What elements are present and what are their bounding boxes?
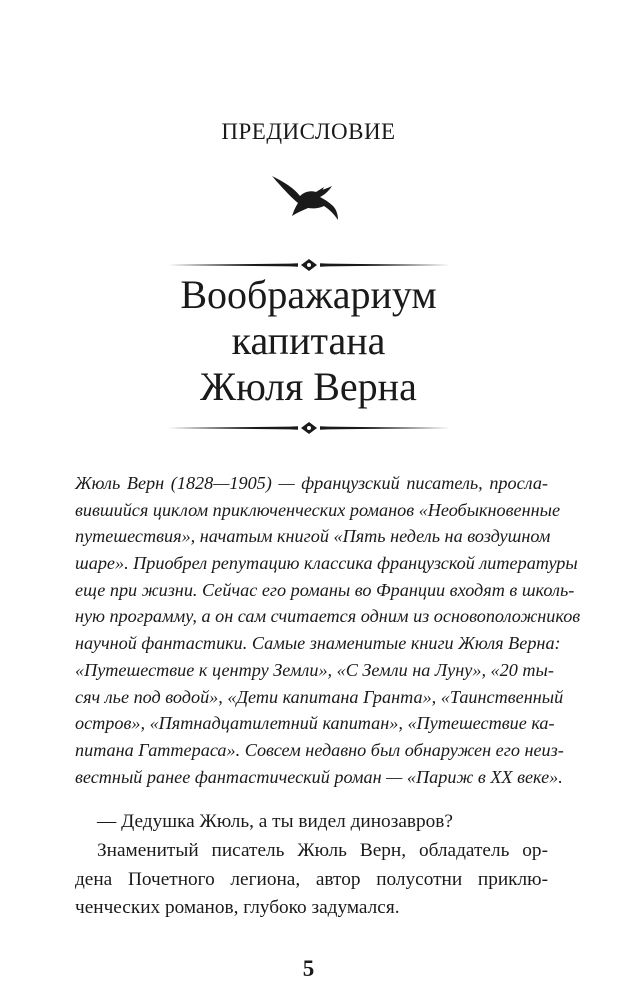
intro-line: ную программу, а он сам считается одним из основоположников (75, 606, 581, 627)
intro-line: Жюль Верн (1828—1905) — французский писатель, просла- (75, 473, 548, 493)
intro-line: остров», «Пятнадцатилетний капитан», «Путешествие ка- (75, 713, 555, 734)
body-text (75, 808, 548, 923)
intro-line: шаре». Приобрел репутацию классика французской литературы (75, 553, 578, 574)
intro-line: еще при жизни. Сейчас его романы во Франции входят в школь- (75, 579, 575, 600)
chapter-title (0, 272, 617, 410)
body-line: Знаменитый писатель Жюль Верн, обладатель ор- (97, 839, 548, 861)
intro-line: сяч лье под водой», «Дети капитана Гранта», «Таинственный (75, 686, 564, 707)
title-line: капитана (231, 318, 386, 363)
ornament-divider-top (168, 258, 450, 272)
body-line: — Дедушка Жюль, а ты видел динозавров? (97, 811, 453, 832)
page-number: 5 (302, 956, 315, 981)
section-label: ПРЕДИСЛОВИЕ (221, 119, 396, 144)
body-line: ченческих романов, глубоко задумался. (75, 897, 400, 919)
title-line: Воображариум (180, 272, 437, 317)
author-intro (75, 470, 581, 790)
intro-line: вестный ранее фантастический роман — «Париж в XX веке». (75, 766, 563, 787)
intro-line: «Путешествие к центру Земли», «С Земли на Луну», «20 ты- (75, 659, 554, 680)
body-line: дена Почетного легиона, автор полусотни приклю- (75, 868, 548, 890)
intro-line: питана Гаттераса». Совсем недавно был обнаружен его неиз- (75, 739, 564, 760)
title-line: Жюля Верна (200, 364, 417, 409)
intro-line: научной фантастики. Самые знаменитые книги Жюля Верна: (75, 633, 561, 654)
ornament-divider-bottom (168, 421, 450, 435)
intro-line: путешествия», начатым книгой «Пять недель на воздушном (75, 526, 551, 547)
intro-line: вившийся циклом приключенческих романов «Необыкновенные (75, 499, 561, 520)
pterodactyl-icon (266, 168, 346, 228)
